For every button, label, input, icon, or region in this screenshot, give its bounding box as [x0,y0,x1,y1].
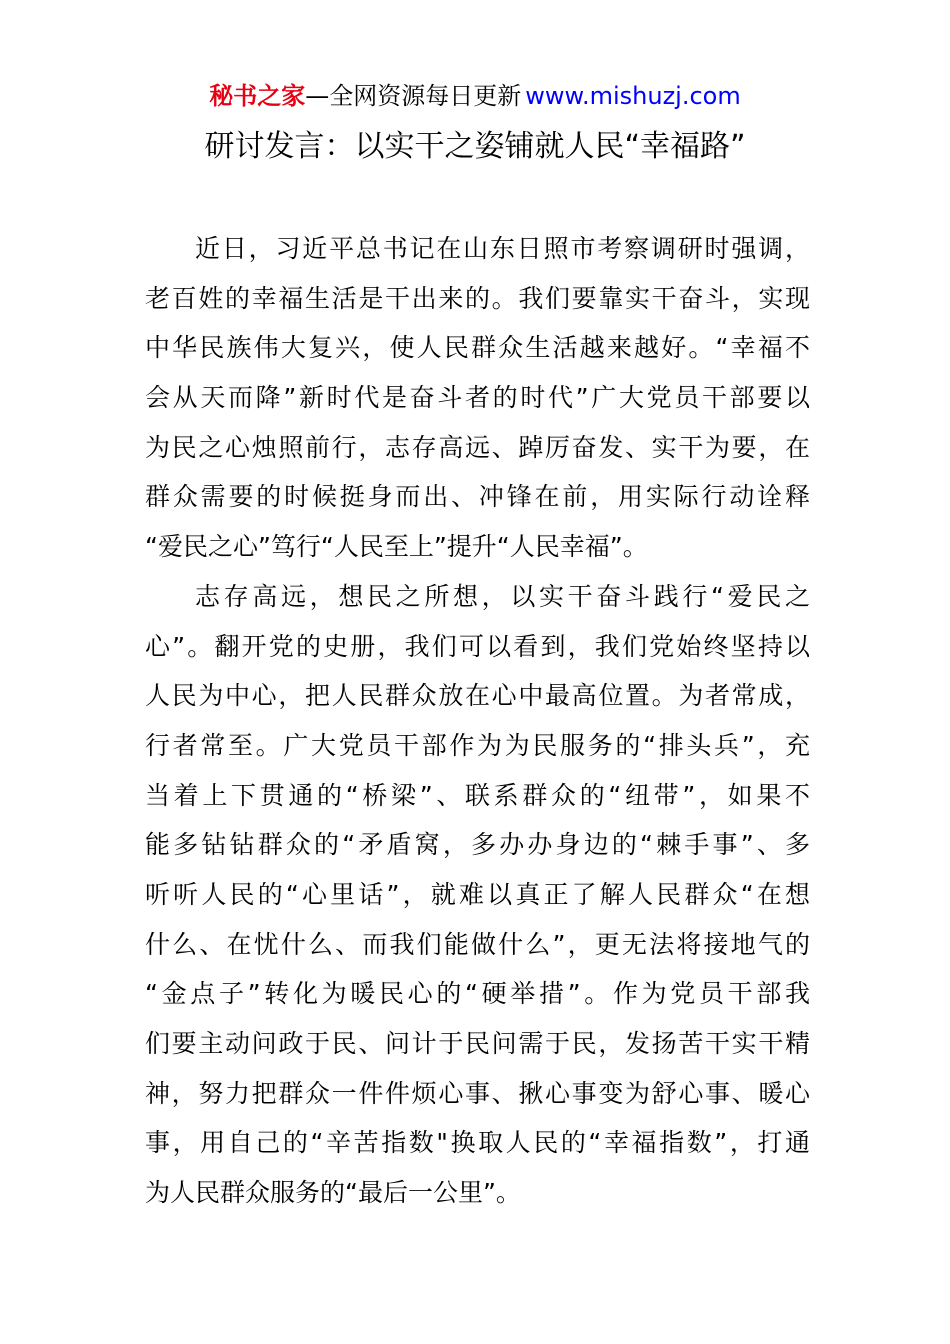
paragraph-line: “爱民之心”笃行“人民至上”提升“人民幸福”。 [145,532,648,562]
paragraph-line: 中华民族伟大复兴，使人民群众生活越来越好。“幸福不 [145,333,810,363]
paragraph-line: 为人民群众服务的“最后一公里”。 [145,1178,521,1208]
site-header [0,80,950,112]
paragraph-2 [145,572,810,1218]
paragraph-line: 们要主动问政于民、问计于民问需于民，发扬苦干实干精 [145,1029,810,1058]
paragraph-1 [145,224,810,572]
document-body [145,224,810,1218]
paragraph-line: 当着上下贯通的“桥梁”、联系群众的“纽带”，如果不 [145,780,810,810]
paragraph-line: 听听人民的“心里话”，就难以真正了解人民群众“在想 [145,879,810,909]
paragraph-line: 会从天而降”新时代是奋斗者的时代”广大党员干部要以 [145,383,810,413]
paragraph-line: 人民为中心，把人民群众放在心中最高位置。为者常成， [145,681,810,711]
paragraph-line: 什么、在忧什么、而我们能做什么”，更无法将接地气的 [145,929,810,959]
paragraph-line: 志存高远，想民之所想，以实干奋斗践行“爱民之 [195,581,810,611]
site-tagline: —全网资源每日更新 [305,82,522,110]
paragraph-line: “金点子”转化为暖民心的“硬举措”。作为党员干部我 [145,979,810,1009]
paragraph-line: 群众需要的时候挺身而出、冲锋在前，用实际行动诠释 [145,482,810,512]
document-title: 研讨发言：以实干之姿铺就人民“幸福路” [204,129,746,164]
paragraph-line: 能多钻钻群众的“矛盾窝，多办办身边的“棘手事”、多 [145,830,810,860]
site-brand: 秘书之家 [209,82,306,110]
paragraph-line: 为民之心烛照前行，志存高远、踔厉奋发、实干为要，在 [145,432,810,462]
paragraph-line: 神，努力把群众一件件烦心事、揪心事变为舒心事、暖心 [145,1078,810,1108]
paragraph-line: 行者常至。广大党员干部作为为民服务的“排头兵”，充 [145,730,810,760]
paragraph-line: 老百姓的幸福生活是干出来的。我们要靠实干奋斗，实现 [145,283,810,313]
site-url-link[interactable]: www.mishuzj.com [525,82,741,110]
paragraph-line: 事，用自己的“辛苦指数"换取人民的“幸福指数”，打通 [145,1128,810,1158]
paragraph-line: 近日，习近平总书记在山东日照市考察调研时强调， [195,234,810,263]
paragraph-line: 心”。翻开党的史册，我们可以看到，我们党始终坚持以 [145,631,810,661]
